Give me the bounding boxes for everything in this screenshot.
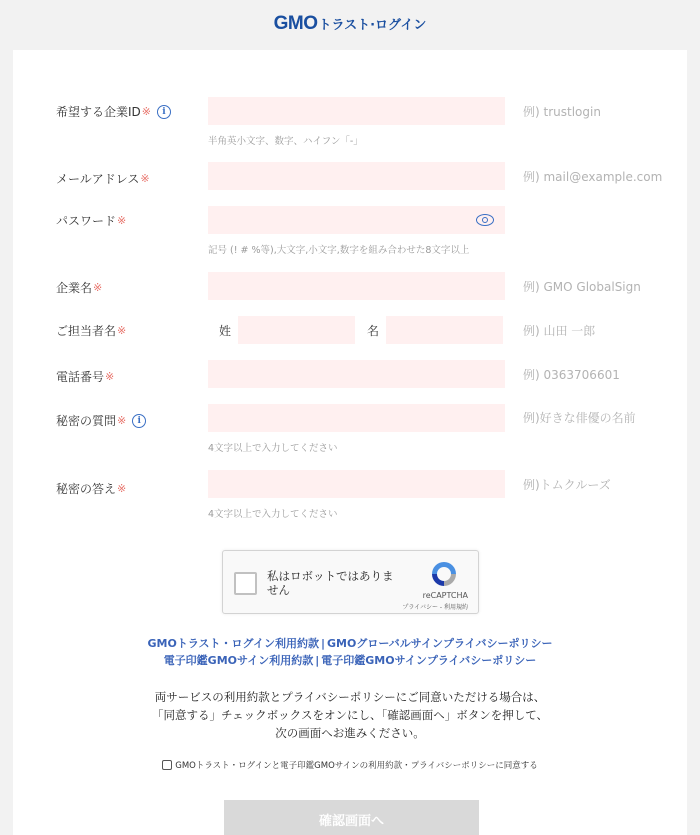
password-hint: 記号 (! # %等),大文字,小文字,数字を組み合わせた8文字以上 [208,245,470,256]
recaptcha-logo-icon [429,559,459,589]
agree-checkbox[interactable] [162,760,172,770]
gmo-sign-privacy-link[interactable]: 電子印鑑GMOサインプライバシーポリシー [321,654,537,667]
header [0,0,700,48]
required-mark: ※ [117,482,127,495]
consent-notice [0,688,700,742]
gmo-trust-login-logo [274,13,427,35]
agree-row[interactable] [0,759,700,771]
show-password-eye-icon[interactable] [476,214,494,226]
notice-line3: 次の画面へお進みください。 [275,726,425,740]
company-name-label [56,279,102,296]
company-name-input[interactable] [208,272,505,300]
secret-question-input[interactable] [208,404,505,432]
secret-question-label [56,412,146,429]
last-name-input[interactable] [238,316,355,344]
required-mark: ※ [140,172,150,185]
company-id-example: 例) trustlogin [523,105,601,119]
globalsign-privacy-link[interactable]: GMOグローバルサインプライバシーポリシー [327,637,553,650]
required-mark: ※ [117,414,127,427]
secret-question-example: 例)好きな俳優の名前 [523,411,636,425]
secret-answer-example: 例)トムクルーズ [523,478,611,492]
password-label-text: パスワード [56,214,117,228]
link-separator: | [320,637,325,650]
notice-line2: 「同意する」チェックボックスをオンにし、「確認画面へ」ボタンを押して、 [151,708,549,722]
notice-line1: 両サービスの利用約款とプライバシーポリシーにご同意いただける場合は、 [154,690,546,704]
secret-answer-input[interactable] [208,470,505,498]
confirm-button[interactable]: 確認画面へ [224,800,479,835]
company-id-hint: 半角英小文字、数字、ハイフン「-」 [208,136,363,147]
recaptcha-brand: reCAPTCHA [422,591,468,600]
secret-answer-label-text: 秘密の答え [56,482,117,496]
phone-input[interactable] [208,360,505,388]
recaptcha-links[interactable]: プライバシー - 利用規約 [402,604,468,611]
terms-links-line1 [0,636,700,652]
agree-label[interactable]: GMOトラスト・ログインと電子印鑑GMOサインの利用約款・プライバシーポリシーに同意する [175,761,538,771]
secret-question-label-text: 秘密の質問 [56,414,117,428]
logo-gmo: GMO [273,13,318,34]
phone-example: 例) 0363706601 [523,368,620,382]
required-mark: ※ [141,105,151,118]
password-label [56,212,126,229]
required-mark: ※ [93,281,103,294]
contact-name-label-text: ご担当者名 [56,324,117,338]
secret-question-hint: 4文字以上で入力してください [208,443,338,454]
info-icon[interactable]: i [157,105,171,119]
recaptcha-widget [222,550,479,614]
secret-answer-label [56,480,126,497]
info-icon[interactable]: i [132,414,146,428]
gmo-sign-terms-link[interactable]: 電子印鑑GMOサイン利用約款 [163,654,314,667]
link-separator: | [315,654,320,667]
trust-login-terms-link[interactable]: GMOトラスト・ログイン利用約款 [147,637,319,650]
email-label [56,170,150,187]
email-input[interactable] [208,162,505,190]
required-mark: ※ [105,370,115,383]
first-name-input[interactable] [386,316,503,344]
company-name-example: 例) GMO GlobalSign [523,280,641,294]
logo-text: トラスト·ログイン [318,18,427,33]
recaptcha-checkbox[interactable] [234,572,257,595]
phone-label [56,368,114,385]
email-label-text: メールアドレス [56,172,140,186]
password-input[interactable] [208,206,505,234]
secret-answer-hint: 4文字以上で入力してください [208,509,338,520]
phone-label-text: 電話番号 [56,370,105,384]
contact-name-label [56,322,126,339]
required-mark: ※ [117,324,127,337]
email-example: 例) mail@example.com [523,170,663,184]
terms-links-line2 [0,653,700,669]
company-name-label-text: 企業名 [56,281,93,295]
first-name-label: 名 [367,324,380,338]
last-name-label: 姓 [219,324,232,338]
recaptcha-label: 私はロボットではありません [267,569,394,597]
company-id-label [56,103,171,120]
contact-name-example: 例) 山田 一郎 [523,324,596,338]
company-id-label-text: 希望する企業ID [56,105,141,119]
company-id-input[interactable] [208,97,505,125]
required-mark: ※ [117,214,127,227]
